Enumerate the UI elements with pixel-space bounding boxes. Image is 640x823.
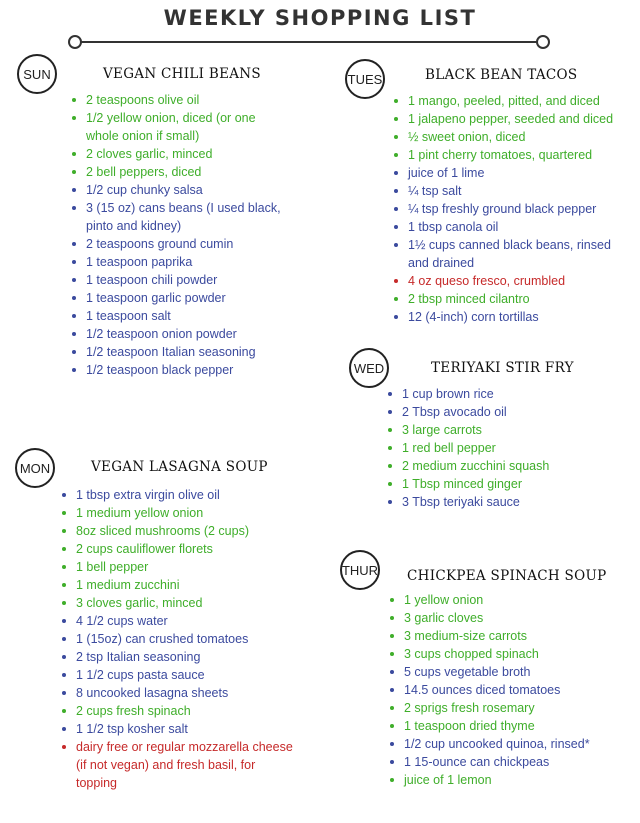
ingredient-item: 14.5 ounces diced tomatoes xyxy=(390,681,620,699)
ingredient-item: 3 cups chopped spinach xyxy=(390,645,620,663)
ingredient-item: 1/2 teaspoon onion powder xyxy=(72,325,290,343)
ingredient-item: 1/2 teaspoon Italian seasoning xyxy=(72,343,290,361)
ingredient-item: 1 teaspoon dried thyme xyxy=(390,717,620,735)
ingredient-item: juice of 1 lemon xyxy=(390,771,620,789)
recipe-title-mon: VEGAN LASAGNA SOUP xyxy=(91,459,268,475)
ingredient-item: 1 (15oz) can crushed tomatoes xyxy=(62,630,297,648)
ingredient-list-sun xyxy=(72,91,290,379)
ingredient-item: 2 teaspoons ground cumin xyxy=(72,235,290,253)
ingredient-item: 1/2 cup chunky salsa xyxy=(72,181,290,199)
recipe-title-thur: CHICKPEA SPINACH SOUP xyxy=(407,568,607,584)
ingredient-item: 1 medium zucchini xyxy=(62,576,297,594)
ingredient-list-thur xyxy=(390,591,620,789)
recipe-title-sun: VEGAN CHILI BEANS xyxy=(103,66,261,82)
ingredient-item: ¼ tsp freshly ground black pepper xyxy=(394,200,620,218)
ingredient-item: 1 pint cherry tomatoes, quartered xyxy=(394,146,620,164)
ingredient-list-mon xyxy=(62,486,297,792)
ingredient-item: 1 teaspoon salt xyxy=(72,307,290,325)
ingredient-item: 2 medium zucchini squash xyxy=(388,457,618,475)
ingredient-item: 1 bell pepper xyxy=(62,558,297,576)
ingredient-item: 3 medium-size carrots xyxy=(390,627,620,645)
recipe-title-wed: TERIYAKI STIR FRY xyxy=(431,360,574,376)
ingredient-item: 8oz sliced mushrooms (2 cups) xyxy=(62,522,297,540)
ingredient-item: 12 (4-inch) corn tortillas xyxy=(394,308,620,326)
ingredient-item: 3 (15 oz) cans beans (I used black, pinto and kidney) xyxy=(72,199,290,235)
ingredient-item: 1/2 yellow onion, diced (or one whole onion if small) xyxy=(72,109,290,145)
ingredient-item: 2 sprigs fresh rosemary xyxy=(390,699,620,717)
day-badge-thur: THUR xyxy=(340,550,380,590)
ingredient-item: 3 Tbsp teriyaki sauce xyxy=(388,493,618,511)
page-title: WEEKLY SHOPPING LIST xyxy=(163,6,477,30)
ingredient-list-tues xyxy=(394,92,620,326)
ingredient-item: 3 garlic cloves xyxy=(390,609,620,627)
ingredient-item: 1½ cups canned black beans, rinsed and drained xyxy=(394,236,620,272)
ingredient-item: 1 medium yellow onion xyxy=(62,504,297,522)
ingredient-item: 3 cloves garlic, minced xyxy=(62,594,297,612)
ingredient-item: 1 15-ounce can chickpeas xyxy=(390,753,620,771)
ingredient-item: 3 large carrots xyxy=(388,421,618,439)
day-badge-wed: WED xyxy=(349,348,389,388)
ingredient-item: 2 cups fresh spinach xyxy=(62,702,297,720)
day-badge-mon: MON xyxy=(15,448,55,488)
ingredient-item: 8 uncooked lasagna sheets xyxy=(62,684,297,702)
ingredient-item: 1 Tbsp minced ginger xyxy=(388,475,618,493)
ingredient-item: 2 bell peppers, diced xyxy=(72,163,290,181)
ingredient-item: 1 red bell pepper xyxy=(388,439,618,457)
ingredient-item: 5 cups vegetable broth xyxy=(390,663,620,681)
ingredient-item: 2 teaspoons olive oil xyxy=(72,91,290,109)
divider-right-knob xyxy=(536,35,550,49)
ingredient-item: 1 yellow onion xyxy=(390,591,620,609)
ingredient-item: 1 1/2 tsp kosher salt xyxy=(62,720,297,738)
ingredient-item: 1 tbsp extra virgin olive oil xyxy=(62,486,297,504)
ingredient-item: ½ sweet onion, diced xyxy=(394,128,620,146)
ingredient-item: ¼ tsp salt xyxy=(394,182,620,200)
ingredient-item: 1 1/2 cups pasta sauce xyxy=(62,666,297,684)
ingredient-list-wed xyxy=(388,385,618,511)
ingredient-item: 1 cup brown rice xyxy=(388,385,618,403)
day-badge-tues: TUES xyxy=(345,59,385,99)
ingredient-item: 2 tsp Italian seasoning xyxy=(62,648,297,666)
ingredient-item: 1/2 teaspoon black pepper xyxy=(72,361,290,379)
ingredient-item: 1 tbsp canola oil xyxy=(394,218,620,236)
ingredient-item: 1 teaspoon garlic powder xyxy=(72,289,290,307)
title-divider xyxy=(75,41,543,43)
ingredient-item: 2 Tbsp avocado oil xyxy=(388,403,618,421)
ingredient-item: dairy free or regular mozzarella cheese (if not vegan) and fresh basil, for topping xyxy=(62,738,297,792)
ingredient-item: 2 tbsp minced cilantro xyxy=(394,290,620,308)
recipe-title-tues: BLACK BEAN TACOS xyxy=(425,67,578,83)
ingredient-item: 1/2 cup uncooked quinoa, rinsed* xyxy=(390,735,620,753)
ingredient-item: 1 teaspoon chili powder xyxy=(72,271,290,289)
ingredient-item: 2 cups cauliflower florets xyxy=(62,540,297,558)
ingredient-item: 2 cloves garlic, minced xyxy=(72,145,290,163)
divider-left-knob xyxy=(68,35,82,49)
ingredient-item: 1 jalapeno pepper, seeded and diced xyxy=(394,110,620,128)
ingredient-item: juice of 1 lime xyxy=(394,164,620,182)
ingredient-item: 4 1/2 cups water xyxy=(62,612,297,630)
ingredient-item: 1 teaspoon paprika xyxy=(72,253,290,271)
day-badge-sun: SUN xyxy=(17,54,57,94)
ingredient-item: 4 oz queso fresco, crumbled xyxy=(394,272,620,290)
ingredient-item: 1 mango, peeled, pitted, and diced xyxy=(394,92,620,110)
